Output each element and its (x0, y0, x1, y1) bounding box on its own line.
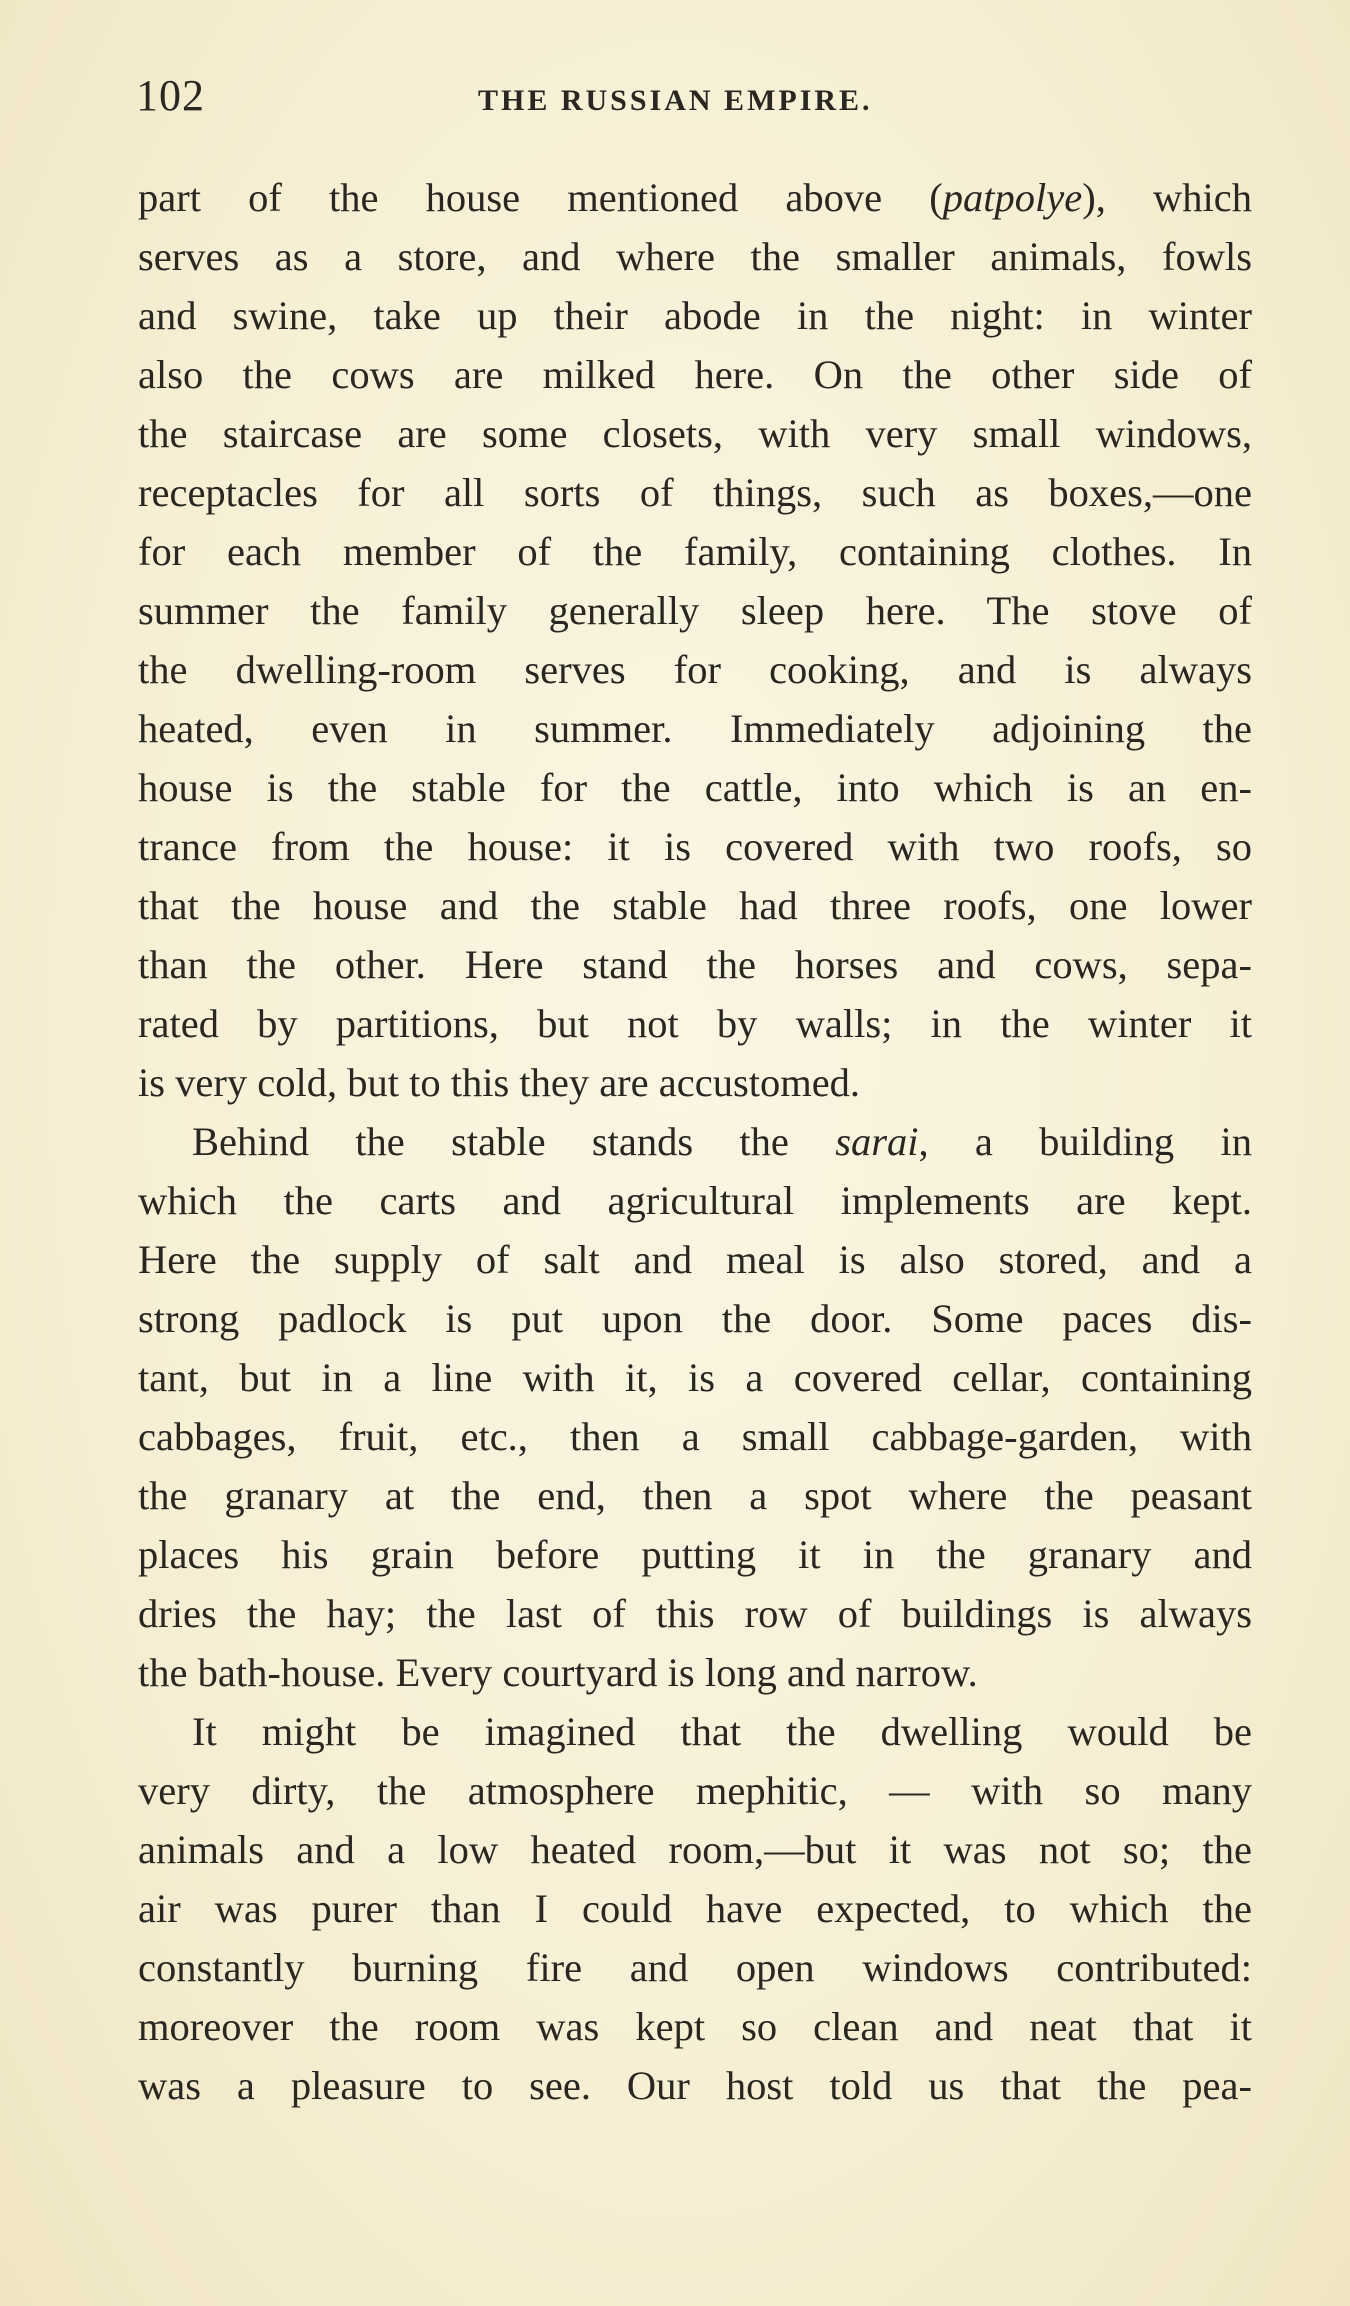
text-line: serves as a store, and where the smaller animals, fowls (138, 234, 1252, 279)
text-line: than the other. Here stand the horses and cows, sepa- (138, 942, 1252, 987)
running-head (128, 70, 1258, 130)
text-line: the staircase are some closets, with very small windows, (138, 411, 1252, 456)
text-line: animals and a low heated room,—but it was not so; the (138, 1827, 1252, 1872)
text-line: very dirty, the atmosphere mephitic, — with so many (138, 1768, 1252, 1813)
text-line: also the cows are milked here. On the other side of (138, 352, 1252, 397)
text-line: strong padlock is put upon the door. Some paces dis- (138, 1296, 1252, 1341)
text-line: was a pleasure to see. Our host told us that the pea- (138, 2063, 1252, 2108)
text-line: air was purer than I could have expected, to which the (138, 1886, 1252, 1931)
text-line: cabbages, fruit, etc., then a small cabbage-garden, with (138, 1414, 1252, 1459)
text-line: which the carts and agricultural implements are kept. (138, 1178, 1252, 1223)
text-line: Here the supply of salt and meal is also stored, and a (138, 1237, 1252, 1282)
text-line: trance from the house: it is covered with two roofs, so (138, 824, 1252, 869)
text-line: the granary at the end, then a spot where the peasant (138, 1473, 1252, 1518)
text-line: heated, even in summer. Immediately adjoining the (138, 706, 1252, 751)
text-line: receptacles for all sorts of things, such as boxes,—one (138, 470, 1252, 515)
text-line: rated by partitions, but not by walls; in the winter it (138, 1001, 1252, 1046)
text-line: It might be imagined that the dwelling would be (192, 1709, 1252, 1754)
page-number: 102 (136, 71, 205, 120)
body-text (138, 168, 1252, 2115)
text-line: Behind the stable stands the sarai, a building in (192, 1119, 1252, 1164)
text-line: places his grain before putting it in the granary and (138, 1532, 1252, 1577)
text-line: the bath-house. Every courtyard is long and narrow. (138, 1650, 978, 1695)
text-line: the dwelling-room serves for cooking, and is always (138, 647, 1252, 692)
text-line: dries the hay; the last of this row of buildings is always (138, 1591, 1252, 1636)
text-line: for each member of the family, containing clothes. In (138, 529, 1252, 574)
text-line: is very cold, but to this they are accustomed. (138, 1060, 861, 1105)
text-line: tant, but in a line with it, is a covered cellar, containing (138, 1355, 1252, 1400)
text-line: and swine, take up their abode in the night: in winter (138, 293, 1252, 338)
text-line: moreover the room was kept so clean and neat that it (138, 2004, 1252, 2049)
text-line: that the house and the stable had three roofs, one lower (138, 883, 1252, 928)
text-line: constantly burning fire and open windows contributed: (138, 1945, 1252, 1990)
running-title: THE RUSSIAN EMPIRE. (478, 84, 873, 117)
text-line: part of the house mentioned above (patpolye), which (138, 175, 1252, 220)
text-line: summer the family generally sleep here. The stove of (138, 588, 1252, 633)
text-line: house is the stable for the cattle, into which is an en- (138, 765, 1252, 810)
